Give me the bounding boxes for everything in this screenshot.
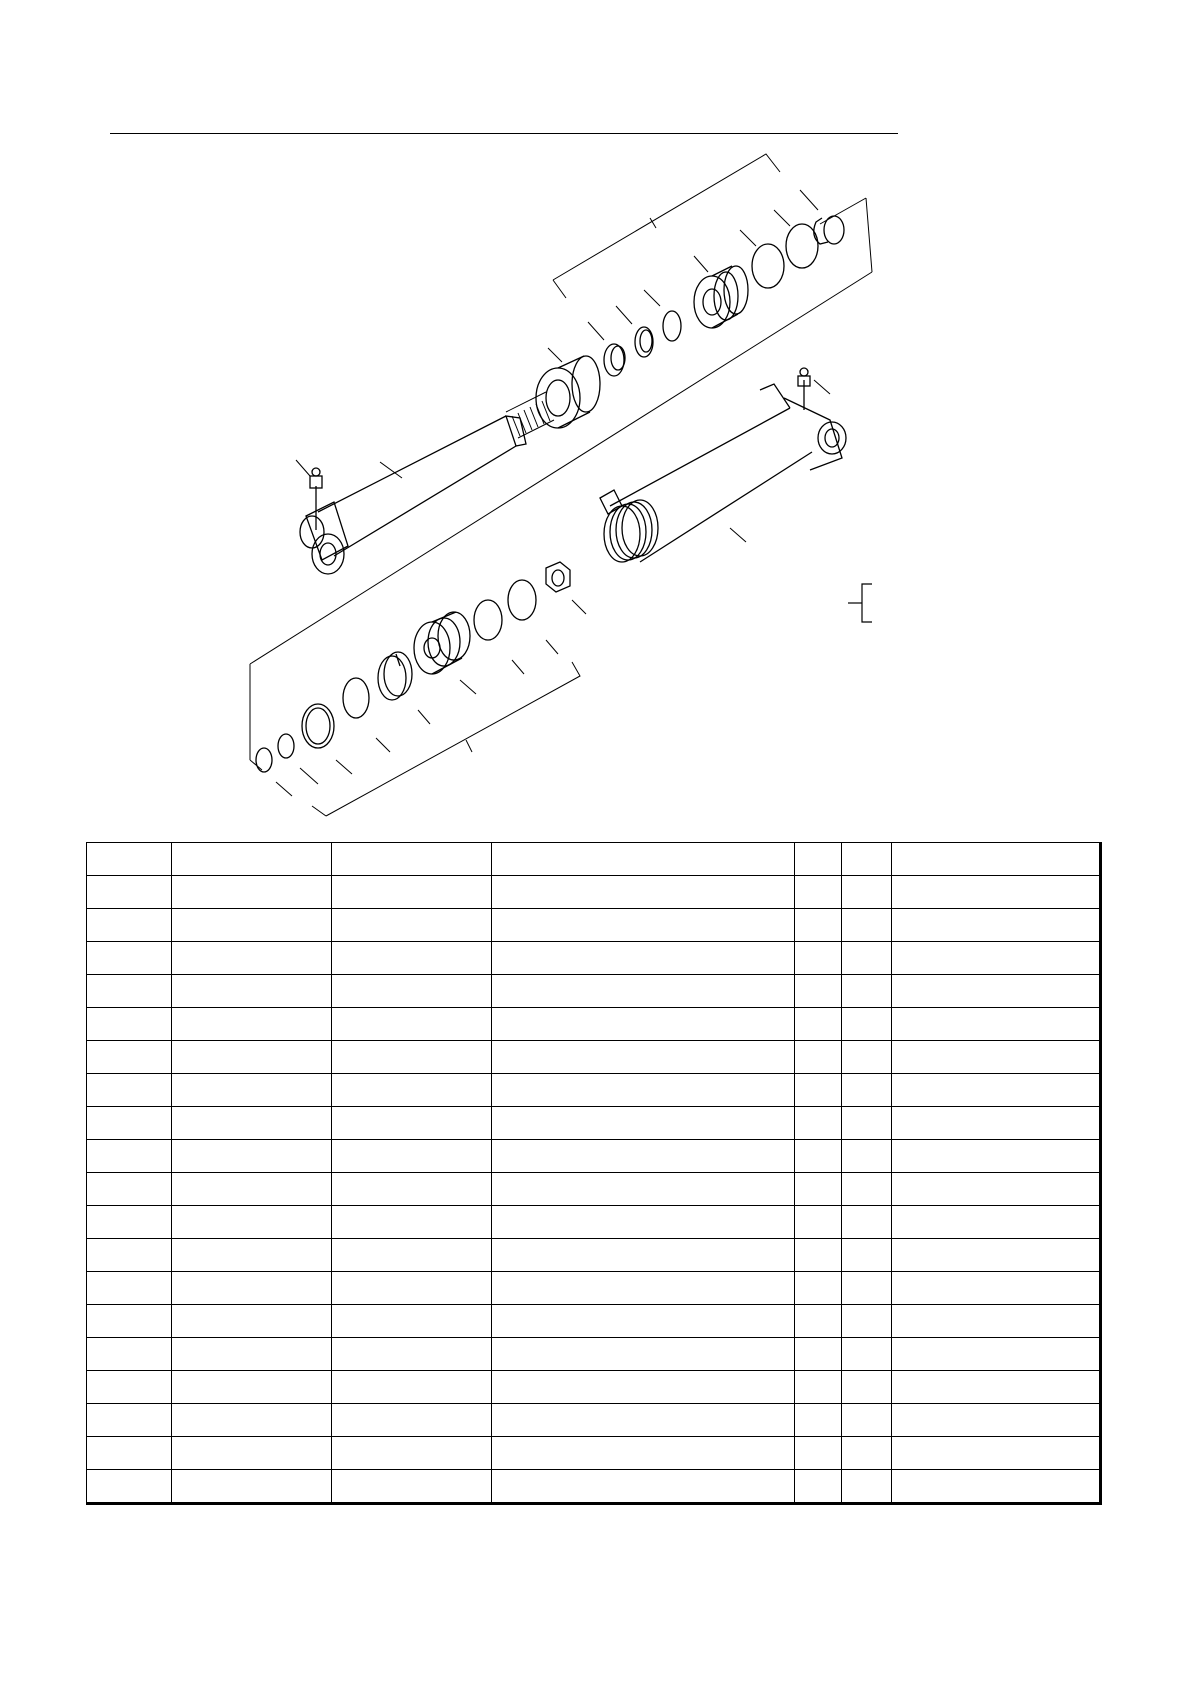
table-cell xyxy=(172,1272,332,1305)
table-cell xyxy=(492,909,795,942)
table-cell xyxy=(492,1338,795,1371)
table-cell xyxy=(172,1206,332,1239)
table-cell xyxy=(842,1305,892,1338)
table-row xyxy=(87,1008,1101,1041)
upper-outer-o-ring xyxy=(774,210,818,268)
table-row xyxy=(87,942,1101,975)
table-cell xyxy=(842,1404,892,1437)
table-cell xyxy=(87,1173,172,1206)
table-cell xyxy=(492,1404,795,1437)
table-cell xyxy=(795,909,842,942)
table-cell xyxy=(842,1041,892,1074)
table-cell xyxy=(87,942,172,975)
table-cell xyxy=(492,1041,795,1074)
table-cell xyxy=(172,1173,332,1206)
table-cell xyxy=(892,1338,1101,1371)
lower-o-ring-2 xyxy=(474,600,524,674)
table-cell xyxy=(492,1470,795,1504)
table-cell xyxy=(492,1008,795,1041)
lower-o-ring-1 xyxy=(508,580,558,654)
table-cell xyxy=(87,1074,172,1107)
table-cell xyxy=(87,1239,172,1272)
assembly-brace xyxy=(848,584,872,622)
table-cell xyxy=(892,1272,1101,1305)
piston-split-ring xyxy=(378,652,430,724)
grease-nipple-rod xyxy=(296,460,322,530)
grease-nipple-barrel xyxy=(798,368,830,410)
table-cell xyxy=(795,1041,842,1074)
table-cell xyxy=(172,1008,332,1041)
table-cell xyxy=(172,1371,332,1404)
table-cell xyxy=(892,1305,1101,1338)
lower-wear-ring xyxy=(302,704,352,774)
table-cell xyxy=(842,1272,892,1305)
bottom-kit-bracket xyxy=(312,662,580,816)
lower-small-o-ring-2 xyxy=(256,748,292,796)
table-cell xyxy=(492,1107,795,1140)
table-cell xyxy=(892,1008,1101,1041)
table-row xyxy=(87,1107,1101,1140)
table-row xyxy=(87,1305,1101,1338)
table-cell xyxy=(87,1206,172,1239)
table-cell xyxy=(492,1371,795,1404)
table-row xyxy=(87,909,1101,942)
table-cell xyxy=(172,1338,332,1371)
table-cell xyxy=(332,1371,492,1404)
gland-nut xyxy=(536,348,600,428)
table-row xyxy=(87,1272,1101,1305)
table-cell xyxy=(795,975,842,1008)
leader-rod xyxy=(380,462,402,478)
table-row xyxy=(87,1470,1101,1504)
table-cell xyxy=(795,1437,842,1470)
table-cell xyxy=(492,975,795,1008)
table-cell xyxy=(892,1173,1101,1206)
piston-rod xyxy=(300,392,554,574)
table-cell xyxy=(892,1404,1101,1437)
table-cell xyxy=(332,1008,492,1041)
table-cell xyxy=(795,1371,842,1404)
table-cell xyxy=(332,1470,492,1504)
table-cell xyxy=(332,1338,492,1371)
table-cell xyxy=(492,843,795,876)
upper-gland xyxy=(694,256,748,328)
table-cell xyxy=(492,1074,795,1107)
table-cell xyxy=(332,1173,492,1206)
table-cell xyxy=(795,1008,842,1041)
table-cell xyxy=(892,1206,1101,1239)
table-cell xyxy=(795,1272,842,1305)
table-cell xyxy=(842,1173,892,1206)
table-cell xyxy=(172,1437,332,1470)
table-row xyxy=(87,1437,1101,1470)
table-cell xyxy=(87,1107,172,1140)
table-cell xyxy=(332,1041,492,1074)
table-cell xyxy=(87,1338,172,1371)
table-cell xyxy=(332,1206,492,1239)
table-cell xyxy=(795,1239,842,1272)
table-cell xyxy=(87,1008,172,1041)
table-cell xyxy=(492,1305,795,1338)
table-cell xyxy=(332,1239,492,1272)
table-cell xyxy=(795,942,842,975)
table-cell xyxy=(172,876,332,909)
exploded-view-drawing xyxy=(0,0,1190,840)
table-cell xyxy=(172,1074,332,1107)
table-cell xyxy=(842,1074,892,1107)
piston xyxy=(414,612,476,694)
table-cell xyxy=(842,1437,892,1470)
table-cell xyxy=(892,876,1101,909)
table-cell xyxy=(332,1305,492,1338)
table-cell xyxy=(172,942,332,975)
table-cell xyxy=(892,909,1101,942)
table-cell xyxy=(842,1239,892,1272)
table-row xyxy=(87,1371,1101,1404)
table-cell xyxy=(492,1272,795,1305)
upper-bushing xyxy=(800,190,844,244)
table-cell xyxy=(492,1239,795,1272)
table-cell xyxy=(842,1470,892,1504)
table-cell xyxy=(795,1338,842,1371)
table-cell xyxy=(795,1173,842,1206)
table-cell xyxy=(892,1371,1101,1404)
table-cell xyxy=(795,1470,842,1504)
table-cell xyxy=(332,975,492,1008)
table-cell xyxy=(172,843,332,876)
table-cell xyxy=(87,975,172,1008)
cylinder-barrel xyxy=(600,384,846,562)
table-row xyxy=(87,1074,1101,1107)
table-header-row xyxy=(87,843,1101,876)
table-cell xyxy=(892,1041,1101,1074)
table-cell xyxy=(842,1140,892,1173)
table-cell xyxy=(892,1140,1101,1173)
table-cell xyxy=(842,942,892,975)
upper-wiper-ring xyxy=(588,322,625,376)
table-cell xyxy=(172,1239,332,1272)
table-cell xyxy=(892,1107,1101,1140)
piston-nut xyxy=(546,562,586,614)
parts-table xyxy=(86,842,1102,1505)
table-cell xyxy=(172,1041,332,1074)
table-cell xyxy=(795,843,842,876)
table-cell xyxy=(892,843,1101,876)
table-cell xyxy=(332,1404,492,1437)
table-cell xyxy=(87,1140,172,1173)
table-cell xyxy=(795,1107,842,1140)
table-cell xyxy=(87,1371,172,1404)
table-cell xyxy=(332,876,492,909)
table-row xyxy=(87,1041,1101,1074)
table-cell xyxy=(172,975,332,1008)
table-cell xyxy=(332,942,492,975)
table-cell xyxy=(172,909,332,942)
table-cell xyxy=(842,843,892,876)
table-cell xyxy=(842,1206,892,1239)
table-cell xyxy=(332,843,492,876)
table-cell xyxy=(87,1305,172,1338)
table-cell xyxy=(795,1206,842,1239)
table-cell xyxy=(332,1107,492,1140)
parts-table-body xyxy=(87,843,1101,1504)
table-cell xyxy=(492,1437,795,1470)
table-row xyxy=(87,1206,1101,1239)
table-row xyxy=(87,1404,1101,1437)
table-cell xyxy=(842,1371,892,1404)
table-cell xyxy=(795,876,842,909)
table-cell xyxy=(87,1272,172,1305)
table-cell xyxy=(892,975,1101,1008)
table-row xyxy=(87,1173,1101,1206)
table-cell xyxy=(842,909,892,942)
table-cell xyxy=(492,942,795,975)
table-cell xyxy=(87,1437,172,1470)
table-cell xyxy=(492,876,795,909)
table-cell xyxy=(892,1437,1101,1470)
table-cell xyxy=(172,1404,332,1437)
table-cell xyxy=(892,1470,1101,1504)
upper-o-ring xyxy=(644,290,681,341)
upper-assembly-outline xyxy=(250,198,872,770)
table-cell xyxy=(892,942,1101,975)
table-cell xyxy=(842,1008,892,1041)
table-row xyxy=(87,1338,1101,1371)
table-cell xyxy=(842,876,892,909)
table-cell xyxy=(842,1107,892,1140)
table-cell xyxy=(492,1206,795,1239)
table-cell xyxy=(892,1074,1101,1107)
table-cell xyxy=(332,1074,492,1107)
table-cell xyxy=(492,1173,795,1206)
table-row xyxy=(87,876,1101,909)
lower-seal-ring xyxy=(343,678,390,752)
table-cell xyxy=(87,843,172,876)
table-cell xyxy=(332,1437,492,1470)
table-row xyxy=(87,1140,1101,1173)
table-cell xyxy=(172,1140,332,1173)
table-cell xyxy=(87,1041,172,1074)
table-cell xyxy=(87,876,172,909)
table-cell xyxy=(87,909,172,942)
table-cell xyxy=(87,1404,172,1437)
table-cell xyxy=(172,1470,332,1504)
table-cell xyxy=(87,1470,172,1504)
table-cell xyxy=(795,1305,842,1338)
table-cell xyxy=(842,975,892,1008)
table-cell xyxy=(842,1338,892,1371)
table-cell xyxy=(172,1305,332,1338)
table-row xyxy=(87,975,1101,1008)
table-cell xyxy=(795,1074,842,1107)
table-cell xyxy=(332,1272,492,1305)
table-cell xyxy=(332,909,492,942)
table-row xyxy=(87,1239,1101,1272)
table-cell xyxy=(892,1239,1101,1272)
table-cell xyxy=(795,1140,842,1173)
table-cell xyxy=(795,1404,842,1437)
table-cell xyxy=(332,1140,492,1173)
table-cell xyxy=(492,1140,795,1173)
table-cell xyxy=(172,1107,332,1140)
